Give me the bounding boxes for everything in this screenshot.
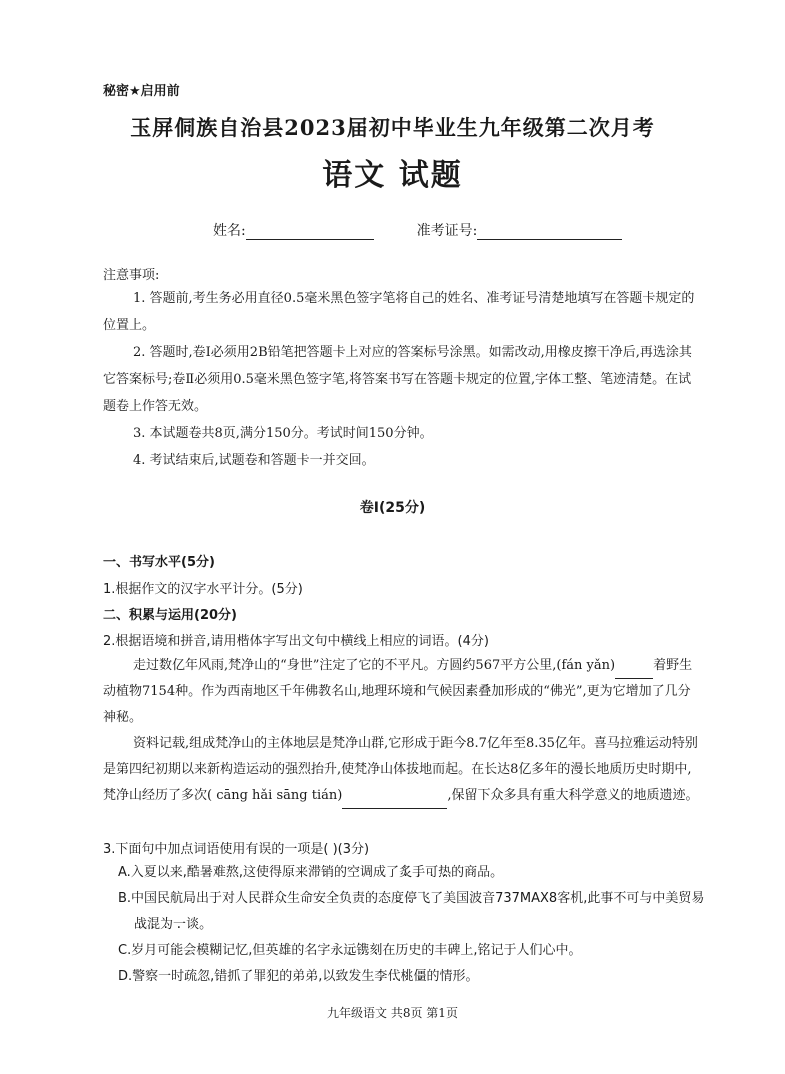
passage — [103, 653, 703, 809]
question-1: 1.根据作文的汉字水平计分。(5分) — [103, 582, 303, 597]
dotted-phrase: 停 ·飞 · — [404, 891, 430, 906]
exam-id-label: 准考证号: — [416, 223, 478, 239]
dotted-phrase: 炙 ·手 ·可 ·热 · — [399, 865, 451, 880]
note-item: 3. 本试题卷共8页,满分150分。考试时间150分钟。 — [133, 426, 433, 441]
candidate-info-row — [213, 220, 622, 240]
note-item: 4. 考试结束后,试题卷和答题卡一并交回。 — [133, 453, 375, 468]
question-2: 2.根据语境和拼音,请用楷体字写出文句中横线上相应的词语。(4分) — [103, 634, 489, 649]
notes-list — [103, 285, 703, 474]
exam-subtitle: 语文 试题 — [322, 158, 463, 193]
option-c: C.岁月可能会模糊记忆,但英雄的名字永 ·远 ·镌 ·刻 ·在历史的丰碑上,铭记于人们心中。 — [118, 938, 708, 964]
exam-title: 玉屏侗族自治县2023届初中毕业生九年级第二次月考 — [130, 115, 655, 140]
note-item: 1. 答题前,考生务必用直径0.5毫米黑色签字笔将自己的姓名、准考证号清楚地填写在答题卡规定的位置上。 — [103, 291, 695, 333]
dotted-phrase: 李 ·代 ·桃 ·僵 · — [374, 969, 426, 984]
section-heading: 一、书写水平(5分) — [103, 555, 215, 570]
options — [118, 860, 708, 990]
option-b: B.中国民航局出于对人民群众生命安全负责的态度停 ·飞 ·了美国波音737MAX8客机,此事不可与中美贸易战混 ·为 ·一 ·谈 ·。 — [118, 886, 708, 938]
secret-label: 秘密★启用前 — [103, 84, 180, 99]
dotted-phrase: 永 ·远 ·镌 ·刻 · — [330, 943, 382, 958]
note-item: 2. 答题时,卷Ⅰ必须用2B铅笔把答题卡上对应的答案标号涂黑。如需改动,用橡皮擦干净后,再选涂其它答案标号;卷Ⅱ必须用0.5毫米黑色签字笔,将答案书写在答题卡规定的位置,字体工整、笔迹清楚。在试题卷上作答无效。 — [103, 345, 692, 414]
passage-paragraph: 资料记载,组成梵净山的主体地层是梵净山群,它形成于距今8.7亿年至8.35亿年。喜马拉雅运动特别是第四纪初期以来新构造运动的强烈抬升,使梵净山体拔地而起。在长达8亿多年的漫长地质历史时期中,梵净山经历了多次( cāng hǎi sāng tián) ,保留下众多具有重大科学意义的地质遗迹。 — [103, 731, 703, 809]
question-3: 3.下面句中加点词语使用有误的一项是( )(3分) — [103, 842, 370, 857]
option-d: D.警察一时疏忽,错抓了罪犯的弟弟,以致发生李 ·代 ·桃 ·僵 ·的情形。 — [118, 964, 708, 990]
part-heading: 卷Ⅰ(25分) — [359, 500, 426, 516]
passage-paragraph: 走过数亿年风雨,梵净山的“身世”注定了它的不平凡。方圆约567平方公里,(fán yǎn) 着野生动植物7154种。作为西南地区千年佛教名山,地理环境和气候因素叠加形成的“佛光”,更为它增加了几分神秘。 — [103, 658, 693, 725]
option-a: A.入夏以来,酷暑难熬,这使得原来滞销的空调成了炙 ·手 ·可 ·热 ·的商品。 — [118, 860, 708, 886]
answer-blank — [342, 794, 447, 809]
name-label: 姓名: — [213, 223, 246, 239]
name-blank — [246, 225, 374, 240]
page-footer: 九年级语文 共8页 第1页 — [327, 1006, 458, 1020]
dotted-phrase: 混 ·为 ·一 ·谈 · — [147, 917, 199, 932]
notes-title: 注意事项: — [103, 268, 160, 283]
exam-id-blank — [477, 225, 622, 240]
answer-blank — [615, 664, 653, 679]
section-heading: 二、积累与运用(20分) — [103, 608, 237, 623]
